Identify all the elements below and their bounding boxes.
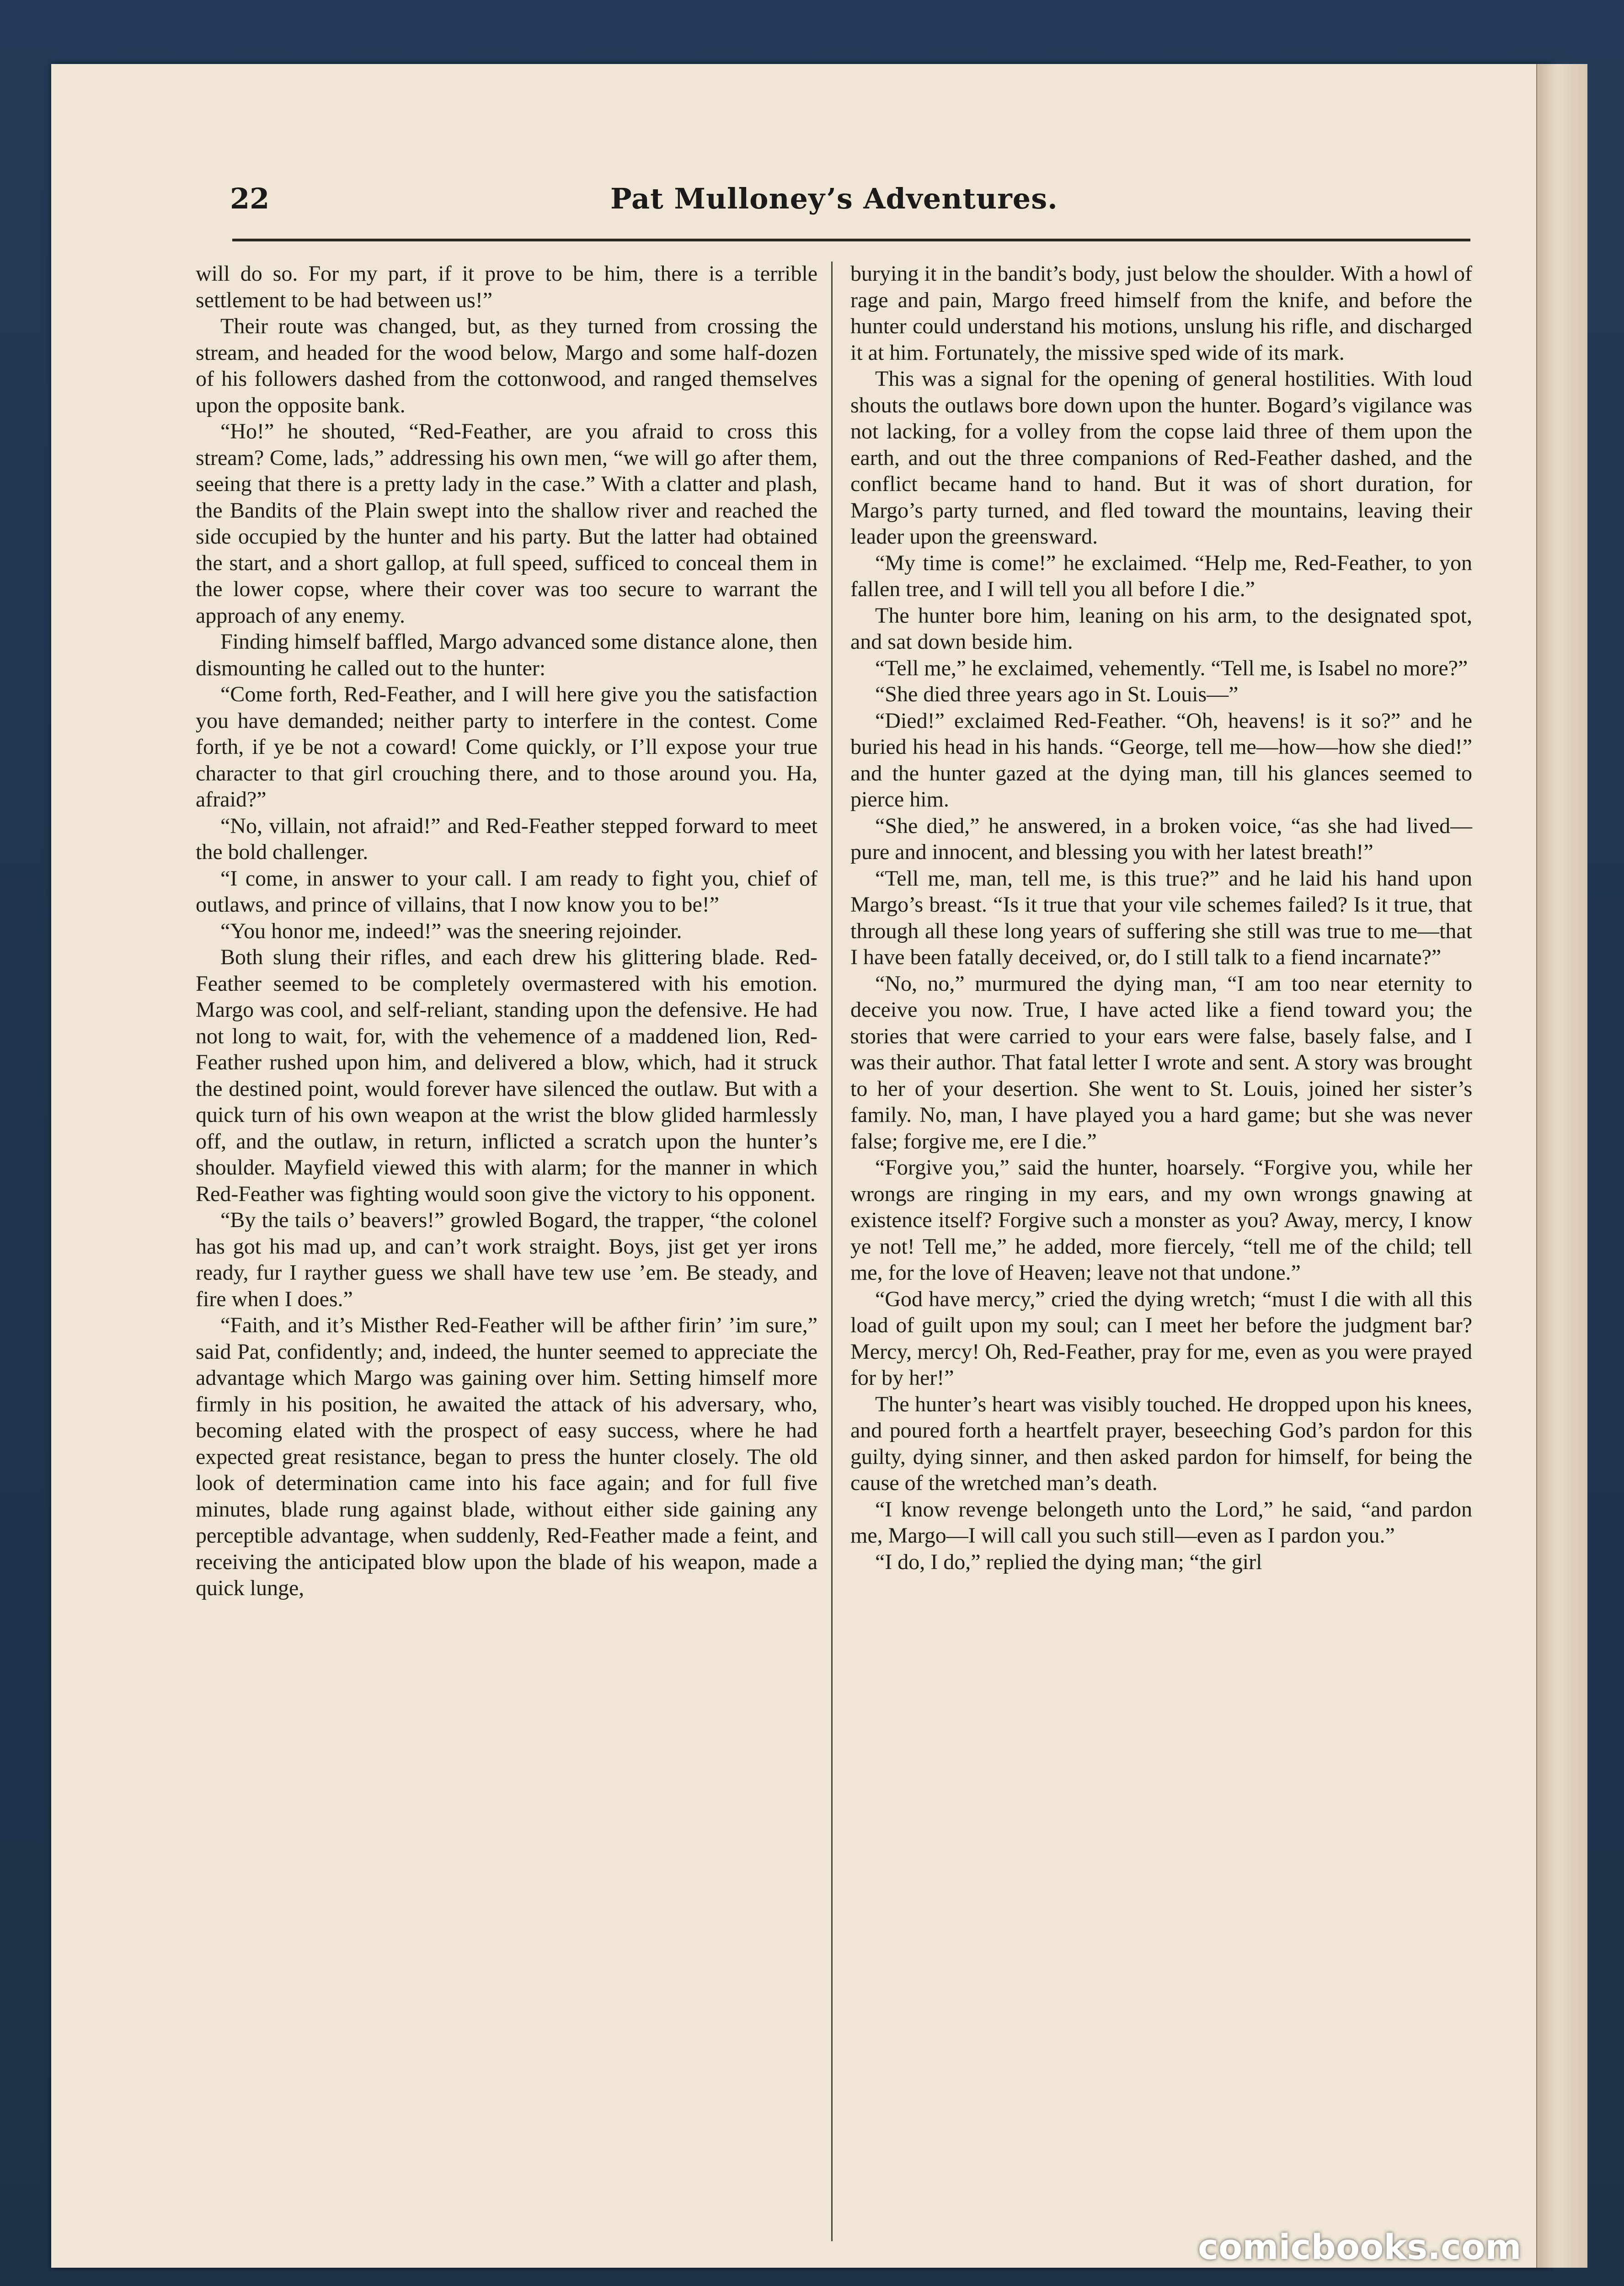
- next-page-edge: [1537, 64, 1587, 2268]
- paragraph: “Ho!” he shouted, “Red-Feather, are you afraid to cross this stream? Come, lads,” addressing his own men, “we will go after them, seeing that there is a pretty lady in the case.” With a clatter and plash, the Bandits of the Plain swept into the shallow river and reached the side occupied by the hunter and his party. But the latter had obtained the start, and a short gallop, at full speed, sufficed to conceal them in the lower copse, where their cover was too secure to warrant the approach of any enemy.: [196, 419, 817, 628]
- site-watermark: comicbooks.com: [1198, 2227, 1522, 2267]
- paragraph: “I do, I do,” replied the dying man; “the girl: [875, 1549, 1262, 1574]
- page-number: 22: [230, 182, 270, 215]
- paragraph: “By the tails o’ beavers!” growled Bogard, the trapper, “the colonel has got his mad up, and can’t work straight. Boys, jist get yer irons ready, fur I rayther guess we shall have tew use ’em. Be steady, and fire when I does.”: [196, 1208, 817, 1311]
- page-header: [181, 182, 1484, 237]
- paragraph: “Tell me,” he exclaimed, vehemently. “Tell me, is Isabel no more?”: [875, 656, 1468, 680]
- paragraph: Both slung their rifles, and each drew his glittering blade. Red-Feather seemed to be completely overmastered with his emotion. Margo was cool, and self-reliant, standing upon the defensive. He had not long to wait, for, with the vehemence of a maddened lion, Red-Feather rushed upon him, and delivered a blow, which, had it struck the destined point, would forever have silenced the outlaw. But with a quick turn of his own weapon at the wrist the blow glided harmlessly off, and the outlaw, in return, inflicted a scratch upon the hunter’s shoulder. Mayfield viewed this with alarm; for the manner in which Red-Feather was fighting would soon give the victory to his opponent.: [196, 945, 817, 1206]
- paragraph: “You honor me, indeed!” was the sneering rejoinder.: [220, 919, 682, 943]
- paragraph: “God have mercy,” cried the dying wretch; “must I die with all this load of guilt upon my soul; can I meet her before the judgment bar? Mercy, mercy! Oh, Red-Feather, pray for me, even as you were prayed for by her!”: [850, 1287, 1472, 1390]
- paragraph: “I come, in answer to your call. I am ready to fight you, chief of outlaws, and prince of villains, that I now know you to be!”: [196, 866, 817, 917]
- paragraph: The hunter bore him, leaning on his arm, to the designated spot, and sat down beside him.: [850, 603, 1472, 654]
- paragraph: “Tell me, man, tell me, is this true?” and he laid his hand upon Margo’s breast. “Is it true that your vile schemes failed? Is it true, that through all these long years of suffering she still was true to me—that I have been fatally deceived, or, do I still talk to a fiend incarnate?”: [850, 866, 1472, 969]
- paragraph: “No, no,” murmured the dying man, “I am too near eternity to deceive you now. True, I have acted like a fiend toward you; the stories that were carried to your ears were false, basely false, and I was their author. That fatal letter I wrote and sent. A story was brought to her of your desertion. She went to St. Louis, joined her sister’s family. No, man, I have played you a hard game; but she was never false; forgive me, ere I die.”: [850, 971, 1472, 1154]
- paragraph: “Died!” exclaimed Red-Feather. “Oh, heavens! is it so?” and he buried his head in his hands. “George, tell me—how—how she died!” and the hunter gazed at the dying man, till his glances seemed to pierce him.: [850, 708, 1472, 812]
- paragraph: “Faith, and it’s Misther Red-Feather will be afther firin’ ’im sure,” said Pat, confidently; and, indeed, the hunter seemed to appreciate the advantage which Margo was gaining over him. Setting himself more firmly in his position, he awaited the attack of his adversary, who, becoming elated with the prospect of easy success, where he had expected great resistance, began to press the hunter closely. The old look of determination came into his face again; and for full five minutes, blade rung against blade, without either side gaining any perceptible advantage, when suddenly, Red-Feather made a feint, and receiving the anticipated blow upon the blade of his weapon, made a quick lunge,: [196, 1313, 817, 1600]
- paragraph: “She died,” he answered, in a broken voice, “as she had lived—pure and innocent, and blessing you with her latest breath!”: [850, 813, 1472, 864]
- paragraph: “My time is come!” he exclaimed. “Help me, Red-Feather, to yon fallen tree, and I will tell you all before I die.”: [850, 550, 1472, 601]
- column-divider: [831, 262, 833, 2241]
- paragraph: Their route was changed, but, as they turned from crossing the stream, and headed for the wood below, Margo and some half-dozen of his followers dashed from the cottonwood, and ranged themselves upon the opposite bank.: [196, 314, 817, 417]
- paragraph: The hunter’s heart was visibly touched. He dropped upon his knees, and poured forth a heartfelt prayer, beseeching God’s pardon for this guilty, dying sinner, and then asked pardon for himself, for being the cause of the wretched man’s death.: [850, 1392, 1472, 1495]
- paragraph: “Come forth, Red-Feather, and I will here give you the satisfaction you have demanded; neither party to interfere in the contest. Come forth, if ye be not a coward! Come quickly, or I’ll expose your true character to that girl crouching there, and to those around you. Ha, afraid?”: [196, 682, 817, 812]
- header-rule: [232, 239, 1470, 241]
- paragraph: will do so. For my part, if it prove to be him, there is a terrible settlement to be had between us!”: [196, 262, 817, 312]
- paragraph: Finding himself baffled, Margo advanced some distance alone, then dismounting he called out to the hunter:: [196, 630, 817, 680]
- paragraph: burying it in the bandit’s body, just below the shoulder. With a howl of rage and pain, Margo freed himself from the knife, and before the hunter could understand his motions, unslung his rifle, and discharged it at him. Fortunately, the missive sped wide of its mark.: [850, 262, 1472, 365]
- paragraph: This was a signal for the opening of general hostilities. With loud shouts the outlaws bore down upon the hunter. Bogard’s vigilance was not lacking, for a volley from the copse laid three of them upon the earth, and out the three companions of Red-Feather dashed, and the conflict became hand to hand. But it was of short duration, for Margo’s party turned, and fled toward the mountains, leaving their leader upon the greensward.: [850, 367, 1472, 549]
- left-column: [196, 261, 817, 1602]
- paragraph: “Forgive you,” said the hunter, hoarsely. “Forgive you, while her wrongs are ringing in my ears, and my own wrongs gnawing at existence itself? Forgive such a monster as you? Away, mercy, I know ye not! Tell me,” he added, more fiercely, “tell me of the child; tell me, for the love of Heaven; leave not that undone.”: [850, 1155, 1472, 1285]
- paragraph: “I know revenge belongeth unto the Lord,” he said, “and pardon me, Margo—I will call you such still—even as I pardon you.”: [850, 1497, 1472, 1548]
- paragraph: “No, villain, not afraid!” and Red-Feather stepped forward to meet the bold challenger.: [196, 813, 817, 864]
- running-title: Pat Mulloney’s Adventures.: [610, 182, 1058, 215]
- right-column: [850, 261, 1472, 1575]
- paragraph: “She died three years ago in St. Louis—”: [875, 682, 1239, 706]
